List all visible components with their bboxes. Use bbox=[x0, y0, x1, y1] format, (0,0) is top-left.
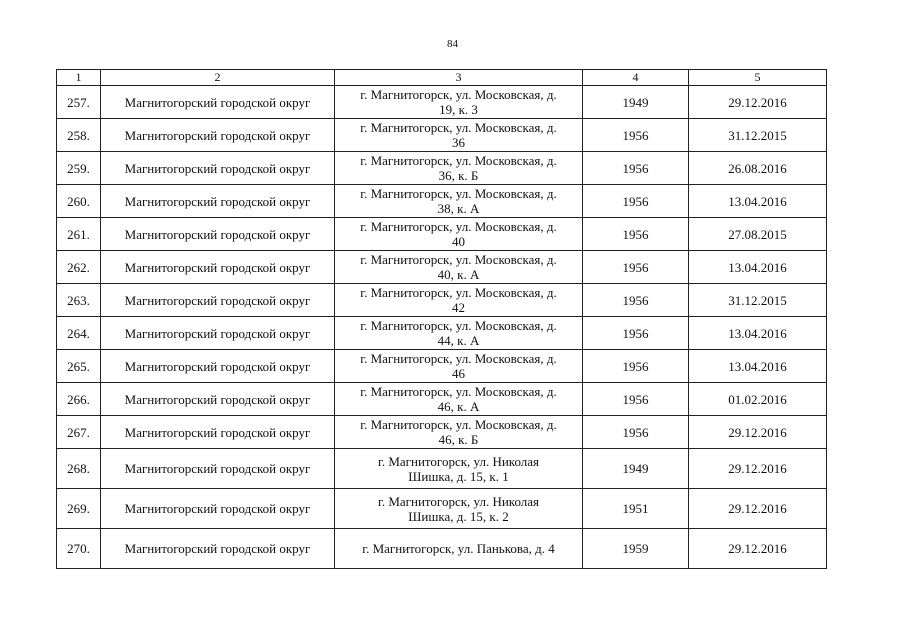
row-address-text: г. Магнитогорск, ул. Николая Шишка, д. 15, к. 1 bbox=[377, 453, 540, 484]
row-number: 262. bbox=[57, 251, 101, 284]
row-number: 264. bbox=[57, 317, 101, 350]
header-col-2: 2 bbox=[101, 70, 335, 86]
row-date: 27.08.2015 bbox=[689, 218, 827, 251]
row-district: Магнитогорский городской округ bbox=[101, 416, 335, 449]
row-date: 13.04.2016 bbox=[689, 350, 827, 383]
row-district: Магнитогорский городской округ bbox=[101, 152, 335, 185]
row-address bbox=[335, 152, 583, 185]
row-address-text: г. Магнитогорск, ул. Московская, д. 38, к. А bbox=[360, 186, 557, 216]
header-col-1: 1 bbox=[57, 70, 101, 86]
row-district: Магнитогорский городской округ bbox=[101, 86, 335, 119]
row-year: 1949 bbox=[583, 86, 689, 119]
row-year: 1951 bbox=[583, 489, 689, 529]
row-year: 1959 bbox=[583, 529, 689, 569]
row-district: Магнитогорский городской округ bbox=[101, 218, 335, 251]
header-col-5: 5 bbox=[689, 70, 827, 86]
header-col-4: 4 bbox=[583, 70, 689, 86]
table-row bbox=[57, 489, 827, 529]
row-address bbox=[335, 449, 583, 489]
registry-table bbox=[56, 69, 827, 569]
row-address-text: г. Магнитогорск, ул. Московская, д. 42 bbox=[360, 285, 557, 315]
row-number: 268. bbox=[57, 449, 101, 489]
row-address-text: г. Магнитогорск, ул. Московская, д. 46, к. Б bbox=[360, 417, 557, 447]
table-row bbox=[57, 119, 827, 152]
header-row bbox=[57, 70, 827, 86]
row-address-text: г. Магнитогорск, ул. Николая Шишка, д. 15, к. 2 bbox=[377, 493, 540, 524]
row-district: Магнитогорский городской округ bbox=[101, 284, 335, 317]
table-row bbox=[57, 416, 827, 449]
row-address bbox=[335, 416, 583, 449]
row-number: 258. bbox=[57, 119, 101, 152]
row-address-text: г. Магнитогорск, ул. Московская, д. 19, к. 3 bbox=[360, 87, 557, 117]
table-row bbox=[57, 317, 827, 350]
row-number: 263. bbox=[57, 284, 101, 317]
page-number: 84 bbox=[447, 38, 458, 50]
row-address bbox=[335, 350, 583, 383]
table-row bbox=[57, 529, 827, 569]
row-date: 31.12.2015 bbox=[689, 284, 827, 317]
row-address-text: г. Магнитогорск, ул. Московская, д. 46, к. А bbox=[360, 384, 557, 414]
row-address bbox=[335, 119, 583, 152]
row-number: 257. bbox=[57, 86, 101, 119]
row-district: Магнитогорский городской округ bbox=[101, 489, 335, 529]
row-year: 1956 bbox=[583, 218, 689, 251]
table-header bbox=[57, 70, 827, 86]
row-address bbox=[335, 317, 583, 350]
row-address bbox=[335, 383, 583, 416]
row-number: 265. bbox=[57, 350, 101, 383]
row-date: 01.02.2016 bbox=[689, 383, 827, 416]
row-district: Магнитогорский городской округ bbox=[101, 350, 335, 383]
row-address-text: г. Магнитогорск, ул. Московская, д. 46 bbox=[360, 351, 557, 381]
row-address bbox=[335, 86, 583, 119]
row-number: 266. bbox=[57, 383, 101, 416]
row-number: 259. bbox=[57, 152, 101, 185]
table-row bbox=[57, 86, 827, 119]
row-district: Магнитогорский городской округ bbox=[101, 185, 335, 218]
row-date: 29.12.2016 bbox=[689, 86, 827, 119]
row-district: Магнитогорский городской округ bbox=[101, 529, 335, 569]
row-year: 1956 bbox=[583, 152, 689, 185]
row-number: 270. bbox=[57, 529, 101, 569]
row-year: 1949 bbox=[583, 449, 689, 489]
row-year: 1956 bbox=[583, 185, 689, 218]
table-row bbox=[57, 251, 827, 284]
row-district: Магнитогорский городской округ bbox=[101, 449, 335, 489]
row-year: 1956 bbox=[583, 416, 689, 449]
row-number: 261. bbox=[57, 218, 101, 251]
table-row bbox=[57, 152, 827, 185]
row-address bbox=[335, 529, 583, 569]
row-year: 1956 bbox=[583, 317, 689, 350]
row-year: 1956 bbox=[583, 251, 689, 284]
table-body bbox=[57, 86, 827, 569]
row-address-text: г. Магнитогорск, ул. Московская, д. 36, к. Б bbox=[360, 153, 557, 183]
row-district: Магнитогорский городской округ bbox=[101, 119, 335, 152]
row-date: 26.08.2016 bbox=[689, 152, 827, 185]
row-district: Магнитогорский городской округ bbox=[101, 317, 335, 350]
table-row bbox=[57, 449, 827, 489]
row-year: 1956 bbox=[583, 383, 689, 416]
table-row bbox=[57, 383, 827, 416]
table-row bbox=[57, 284, 827, 317]
table-row bbox=[57, 350, 827, 383]
row-year: 1956 bbox=[583, 119, 689, 152]
row-address bbox=[335, 185, 583, 218]
row-date: 31.12.2015 bbox=[689, 119, 827, 152]
row-address-text: г. Магнитогорск, ул. Панькова, д. 4 bbox=[362, 541, 555, 556]
header-col-3: 3 bbox=[335, 70, 583, 86]
row-address-text: г. Магнитогорск, ул. Московская, д. 36 bbox=[360, 120, 557, 150]
row-year: 1956 bbox=[583, 350, 689, 383]
row-date: 29.12.2016 bbox=[689, 416, 827, 449]
row-date: 29.12.2016 bbox=[689, 449, 827, 489]
row-number: 269. bbox=[57, 489, 101, 529]
row-date: 29.12.2016 bbox=[689, 529, 827, 569]
row-address-text: г. Магнитогорск, ул. Московская, д. 44, к. А bbox=[360, 318, 557, 348]
row-address bbox=[335, 218, 583, 251]
table-row bbox=[57, 185, 827, 218]
row-year: 1956 bbox=[583, 284, 689, 317]
row-date: 29.12.2016 bbox=[689, 489, 827, 529]
row-district: Магнитогорский городской округ bbox=[101, 251, 335, 284]
row-address bbox=[335, 284, 583, 317]
row-date: 13.04.2016 bbox=[689, 317, 827, 350]
row-date: 13.04.2016 bbox=[689, 251, 827, 284]
row-address bbox=[335, 251, 583, 284]
row-number: 260. bbox=[57, 185, 101, 218]
row-number: 267. bbox=[57, 416, 101, 449]
row-address-text: г. Магнитогорск, ул. Московская, д. 40 bbox=[360, 219, 557, 249]
row-district: Магнитогорский городской округ bbox=[101, 383, 335, 416]
row-address bbox=[335, 489, 583, 529]
row-address-text: г. Магнитогорск, ул. Московская, д. 40, к. А bbox=[360, 252, 557, 282]
row-date: 13.04.2016 bbox=[689, 185, 827, 218]
table-row bbox=[57, 218, 827, 251]
